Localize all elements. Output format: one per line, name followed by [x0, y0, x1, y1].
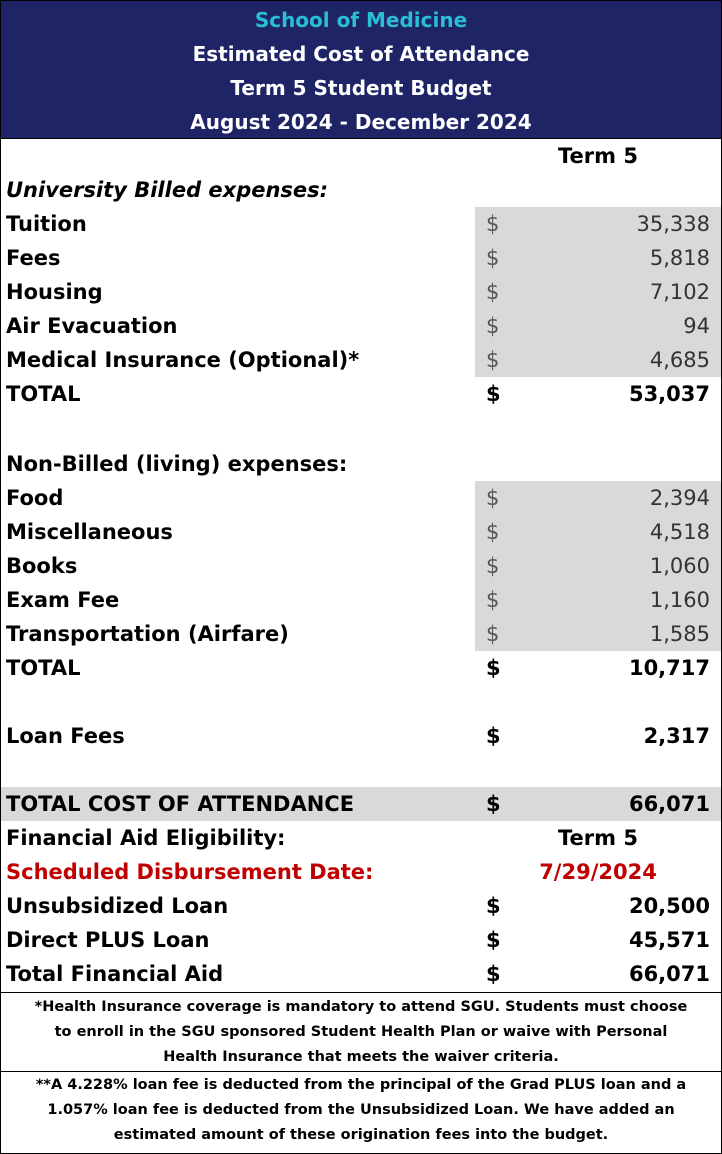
row-label: Tuition — [6, 212, 87, 236]
currency-symbol: $ — [486, 246, 500, 270]
row-amount: 35,338 — [636, 212, 710, 236]
currency-symbol: $ — [486, 656, 501, 680]
currency-symbol: $ — [486, 962, 501, 986]
sheet-title: Estimated Cost of Attendance — [192, 42, 530, 66]
disbursement-label: Scheduled Disbursement Date: — [6, 860, 374, 884]
row-amount: 5,818 — [649, 246, 710, 270]
table-row — [1, 923, 721, 957]
row-label: Air Evacuation — [6, 314, 178, 338]
note-line: **A 4.228% loan fee is deducted from the principal of the Grad PLUS loan and a — [35, 1077, 687, 1093]
total-amount: 53,037 — [628, 382, 710, 406]
table-row — [1, 515, 721, 549]
nonbilled-total-row — [1, 651, 721, 685]
disbursement-row — [1, 855, 721, 889]
currency-symbol: $ — [486, 928, 501, 952]
total-label: TOTAL — [6, 382, 81, 406]
total-label: TOTAL — [6, 656, 81, 680]
row-label: Direct PLUS Loan — [6, 928, 210, 952]
currency-symbol: $ — [486, 212, 500, 236]
billed-section-header — [1, 173, 721, 207]
currency-symbol: $ — [486, 554, 500, 578]
loan-fees-label: Loan Fees — [6, 724, 125, 748]
column-header-row — [1, 139, 721, 173]
aid-label: Financial Aid Eligibility: — [6, 826, 286, 850]
table-row — [1, 343, 721, 377]
row-amount: 2,394 — [649, 486, 710, 510]
currency-symbol: $ — [486, 486, 500, 510]
row-amount: 94 — [683, 314, 710, 338]
currency-symbol: $ — [486, 348, 500, 372]
row-label: Unsubsidized Loan — [6, 894, 229, 918]
table-row — [1, 241, 721, 275]
currency-symbol: $ — [486, 382, 501, 406]
note-line: *Health Insurance coverage is mandatory to attend SGU. Students must choose — [34, 999, 688, 1015]
currency-symbol: $ — [486, 622, 500, 646]
currency-symbol: $ — [486, 724, 501, 748]
row-label: Exam Fee — [6, 588, 120, 612]
table-row — [1, 207, 721, 241]
row-label: Total Financial Aid — [6, 962, 224, 986]
total-cost-row — [1, 787, 721, 821]
school-name: School of Medicine — [254, 8, 468, 32]
loan-fees-amount: 2,317 — [643, 724, 710, 748]
row-label: Food — [6, 486, 64, 510]
billed-total-row — [1, 377, 721, 411]
header-banner — [1, 1, 721, 139]
total-cost-amount: 66,071 — [628, 792, 710, 816]
loan-fee-note — [1, 1071, 721, 1153]
row-amount: 7,102 — [649, 280, 710, 304]
aid-term-header: Term 5 — [558, 826, 638, 850]
table-row — [1, 617, 721, 651]
budget-subtitle: Term 5 Student Budget — [230, 76, 492, 100]
row-label: Medical Insurance (Optional)* — [6, 348, 360, 372]
currency-symbol: $ — [486, 894, 501, 918]
note-line: Health Insurance that meets the waiver criteria. — [163, 1049, 559, 1065]
billed-section-label: University Billed expenses: — [6, 178, 329, 202]
row-amount: 4,685 — [649, 348, 710, 372]
row-label: Housing — [6, 280, 103, 304]
table-row — [1, 275, 721, 309]
currency-symbol: $ — [486, 314, 500, 338]
column-header: Term 5 — [558, 144, 638, 168]
row-amount: 1,060 — [649, 554, 710, 578]
row-amount: 20,500 — [628, 894, 710, 918]
health-insurance-note — [1, 992, 721, 1073]
row-amount: 66,071 — [628, 962, 710, 986]
note-line: estimated amount of these origination fees into the budget. — [113, 1127, 609, 1143]
loan-fees-row — [1, 719, 721, 753]
row-label: Books — [6, 554, 78, 578]
table-row — [1, 549, 721, 583]
row-label: Fees — [6, 246, 61, 270]
table-row — [1, 309, 721, 343]
row-label: Transportation (Airfare) — [6, 622, 289, 646]
row-amount: 45,571 — [628, 928, 710, 952]
currency-symbol: $ — [486, 280, 500, 304]
row-amount: 1,585 — [649, 622, 710, 646]
budget-period: August 2024 - December 2024 — [190, 110, 532, 134]
total-amount: 10,717 — [628, 656, 710, 680]
table-row — [1, 889, 721, 923]
table-row — [1, 583, 721, 617]
nonbilled-section-label: Non-Billed (living) expenses: — [6, 452, 348, 476]
disbursement-date: 7/29/2024 — [539, 860, 657, 884]
note-line: 1.057% loan fee is deducted from the Unsubsidized Loan. We have added an — [47, 1102, 675, 1118]
table-row — [1, 957, 721, 991]
total-cost-label: TOTAL COST OF ATTENDANCE — [6, 792, 355, 816]
row-label: Miscellaneous — [6, 520, 173, 544]
aid-header-row — [1, 821, 721, 855]
nonbilled-section-header — [1, 447, 721, 481]
note-line: to enroll in the SGU sponsored Student Health Plan or waive with Personal — [54, 1024, 668, 1040]
currency-symbol: $ — [486, 792, 501, 816]
row-amount: 1,160 — [649, 588, 710, 612]
row-amount: 4,518 — [649, 520, 710, 544]
currency-symbol: $ — [486, 588, 500, 612]
currency-symbol: $ — [486, 520, 500, 544]
table-row — [1, 481, 721, 515]
